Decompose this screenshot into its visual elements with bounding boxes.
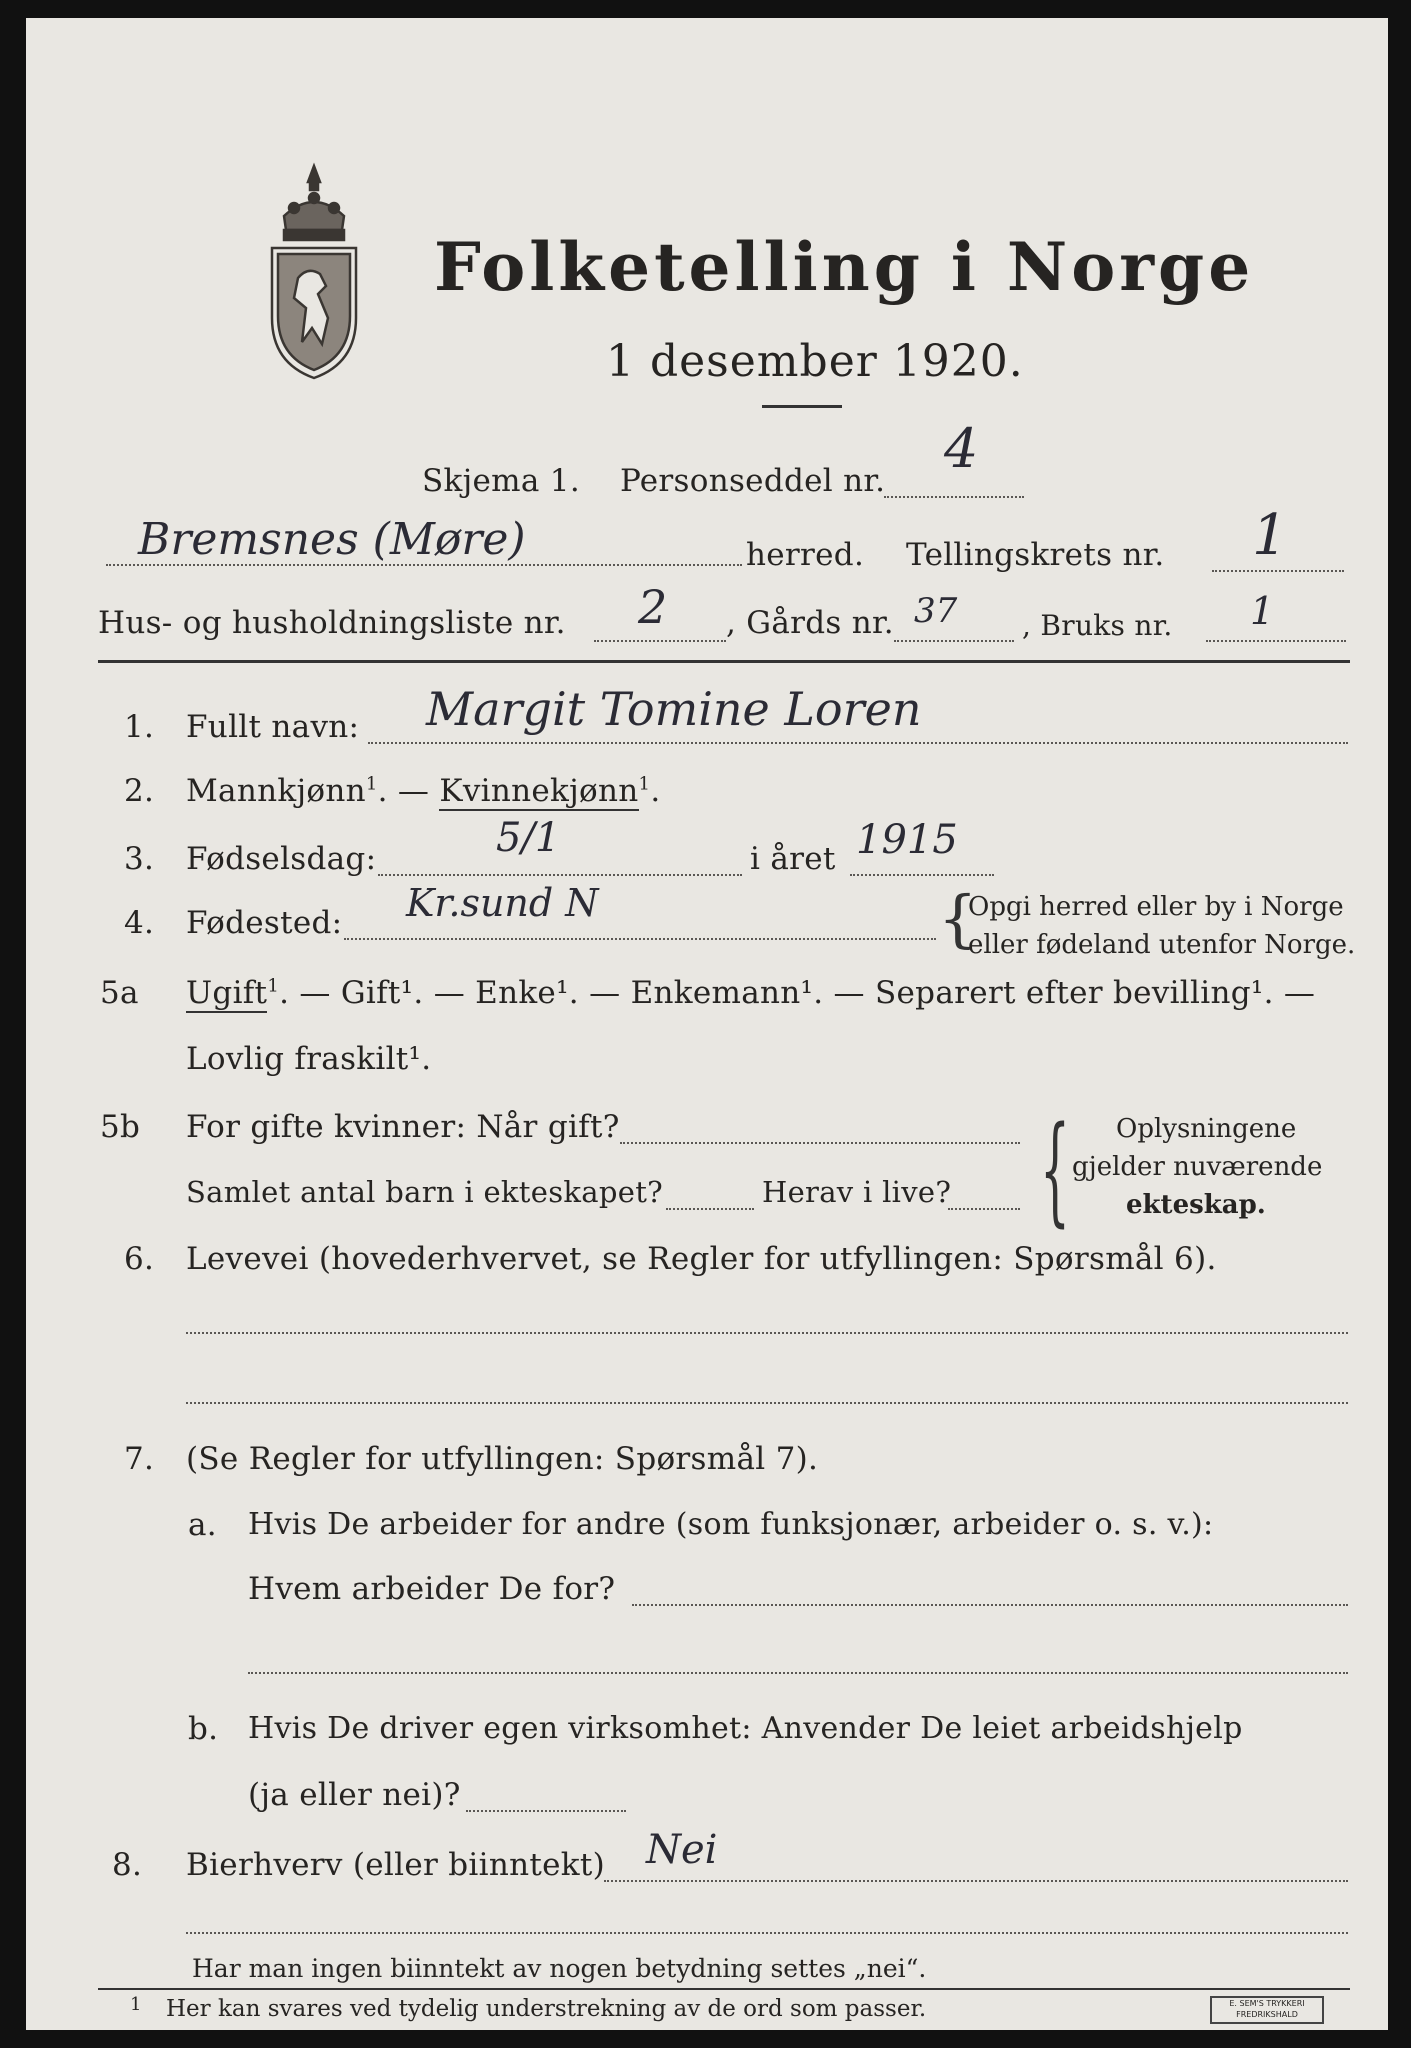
bruks-value: 1 bbox=[1250, 589, 1275, 633]
footnote-text: Her kan svares ved tydelig understrekning av de ord som passer. bbox=[166, 1996, 927, 2022]
q3-number: 3. bbox=[124, 841, 155, 877]
q1-number: 1. bbox=[124, 709, 155, 745]
footer-rule bbox=[98, 1988, 1350, 1990]
q2-end: . bbox=[650, 773, 661, 809]
q8-number: 8. bbox=[112, 1847, 143, 1883]
husliste-line bbox=[594, 640, 726, 642]
q5a-line2: Lovlig fraskilt¹. bbox=[186, 1041, 432, 1077]
footer-note: Har man ingen biinntekt av nogen betydning settes „nei“. bbox=[192, 1954, 927, 1983]
q8-label: Bierhverv (eller biinntekt) bbox=[186, 1847, 606, 1883]
gards-line bbox=[894, 640, 1014, 642]
q2-female: Kvinnekjønn bbox=[439, 773, 639, 809]
q3-line bbox=[378, 874, 742, 876]
bruks-label: , Bruks nr. bbox=[1022, 609, 1173, 642]
q5b-children-label: Samlet antal barn i ekteskapet? bbox=[186, 1175, 663, 1209]
q6-line1 bbox=[186, 1332, 1348, 1334]
footnote-mark: 1 bbox=[130, 1994, 142, 2015]
bruks-line bbox=[1206, 640, 1346, 642]
q5a-text: Ugift$^1$. — Gift¹. — Enke¹. — Enkemann¹. — Separert efter bevilling¹. — bbox=[186, 975, 1316, 1011]
census-date: 1 desember 1920. bbox=[606, 336, 1024, 387]
personseddel-value: 4 bbox=[944, 417, 979, 480]
personseddel-line bbox=[884, 496, 1024, 498]
q2-male: Mannkjønn bbox=[186, 773, 366, 809]
q7b-line2: (ja eller nei)? bbox=[248, 1777, 461, 1813]
q8-value: Nei bbox=[646, 1827, 718, 1873]
q1-line bbox=[368, 742, 1348, 744]
husliste-value: 2 bbox=[638, 580, 668, 634]
tellingskrets-value: 1 bbox=[1252, 503, 1288, 568]
printer-stamp-text: E. SEM'S TRYKKERI FREDRIKSHALD bbox=[1229, 1999, 1305, 2019]
q5a-number: 5a bbox=[100, 975, 139, 1011]
q7a-letter: a. bbox=[188, 1507, 217, 1543]
q5b-line bbox=[620, 1142, 1020, 1144]
q7a-line-extra bbox=[248, 1672, 1348, 1674]
q7a-line bbox=[632, 1604, 1348, 1606]
q4-value: Kr.sund N bbox=[406, 881, 599, 925]
printer-stamp bbox=[1210, 1996, 1324, 2024]
herred-value: Bremsnes (Møre) bbox=[138, 514, 526, 565]
q4-label: Fødested: bbox=[186, 905, 343, 941]
q2-separator: . — bbox=[377, 773, 430, 809]
gards-label: , Gårds nr. bbox=[726, 605, 894, 641]
tellingskrets-line bbox=[1212, 570, 1344, 572]
q3-label: Fødselsdag: bbox=[186, 841, 377, 877]
q7b-label: Hvis De driver egen virksomhet: Anvender De leiet arbeidshjelp bbox=[248, 1711, 1243, 1746]
q5a-options: . — Gift¹. — Enke¹. — Enkemann¹. — Separert efter bevilling¹. — bbox=[279, 975, 1316, 1011]
q2-number: 2. bbox=[124, 773, 155, 809]
q3-year-value: 1915 bbox=[856, 817, 958, 863]
title-divider bbox=[762, 405, 842, 408]
census-form bbox=[26, 18, 1388, 2030]
q1-label: Fullt navn: bbox=[186, 709, 360, 745]
gards-value: 37 bbox=[914, 591, 958, 631]
skjema-label: Skjema 1. bbox=[422, 463, 580, 499]
q7a-label: Hvis De arbeider for andre (som funksjonær, arbeider o. s. v.): bbox=[248, 1507, 1214, 1542]
q7-number: 7. bbox=[124, 1441, 155, 1477]
herred-label: herred. bbox=[746, 537, 865, 573]
q8-line bbox=[604, 1880, 1348, 1882]
form-title: Folketelling i Norge bbox=[434, 228, 1255, 306]
q5b-note-line2: gjelder nuværende bbox=[1072, 1152, 1323, 1182]
q4-number: 4. bbox=[124, 905, 155, 941]
q4-note-line2: eller fødeland utenfor Norge. bbox=[968, 930, 1356, 960]
q5b-note-line3: ekteskap. bbox=[1126, 1190, 1266, 1220]
q2-text: Mannkjønn$^1$. — Kvinnekjønn$^1$. bbox=[186, 773, 661, 809]
q3-year-label: i året bbox=[750, 841, 836, 877]
q4-note-line1: Opgi herred eller by i Norge bbox=[968, 892, 1344, 922]
header-rule bbox=[98, 660, 1350, 663]
q7b-letter: b. bbox=[188, 1711, 219, 1747]
q6-label: Levevei (hovederhvervet, se Regler for utfyllingen: Spørsmål 6). bbox=[186, 1241, 1217, 1277]
q5b-brace: { bbox=[1040, 1100, 1071, 1238]
footer-dotted-rule bbox=[186, 1932, 1348, 1934]
q3-value: 5/1 bbox=[496, 815, 561, 861]
q1-value: Margit Tomine Loren bbox=[426, 682, 922, 736]
q7b-line bbox=[466, 1810, 626, 1812]
q7a-line2: Hvem arbeider De for? bbox=[248, 1571, 616, 1607]
q5b-children-line bbox=[666, 1208, 754, 1210]
q4-brace: { bbox=[938, 882, 978, 955]
personseddel-label: Personseddel nr. bbox=[620, 463, 886, 499]
q5b-label: For gifte kvinner: Når gift? bbox=[186, 1109, 620, 1145]
q5b-alive-line bbox=[948, 1208, 1020, 1210]
q5b-number: 5b bbox=[100, 1109, 141, 1145]
q5b-alive-label: Herav i live? bbox=[762, 1175, 952, 1209]
q7-label: (Se Regler for utfyllingen: Spørsmål 7). bbox=[186, 1441, 819, 1477]
tellingskrets-label: Tellingskrets nr. bbox=[906, 537, 1165, 573]
q5a-ugift: Ugift bbox=[186, 975, 268, 1011]
q6-number: 6. bbox=[124, 1241, 155, 1277]
q4-line bbox=[344, 938, 936, 940]
norwegian-coat-of-arms-icon bbox=[264, 158, 364, 383]
q3-year-line bbox=[850, 874, 994, 876]
q6-line2 bbox=[186, 1402, 1348, 1404]
q5b-note-line1: Oplysningene bbox=[1116, 1114, 1297, 1144]
husliste-label: Hus- og husholdningsliste nr. bbox=[98, 605, 566, 641]
